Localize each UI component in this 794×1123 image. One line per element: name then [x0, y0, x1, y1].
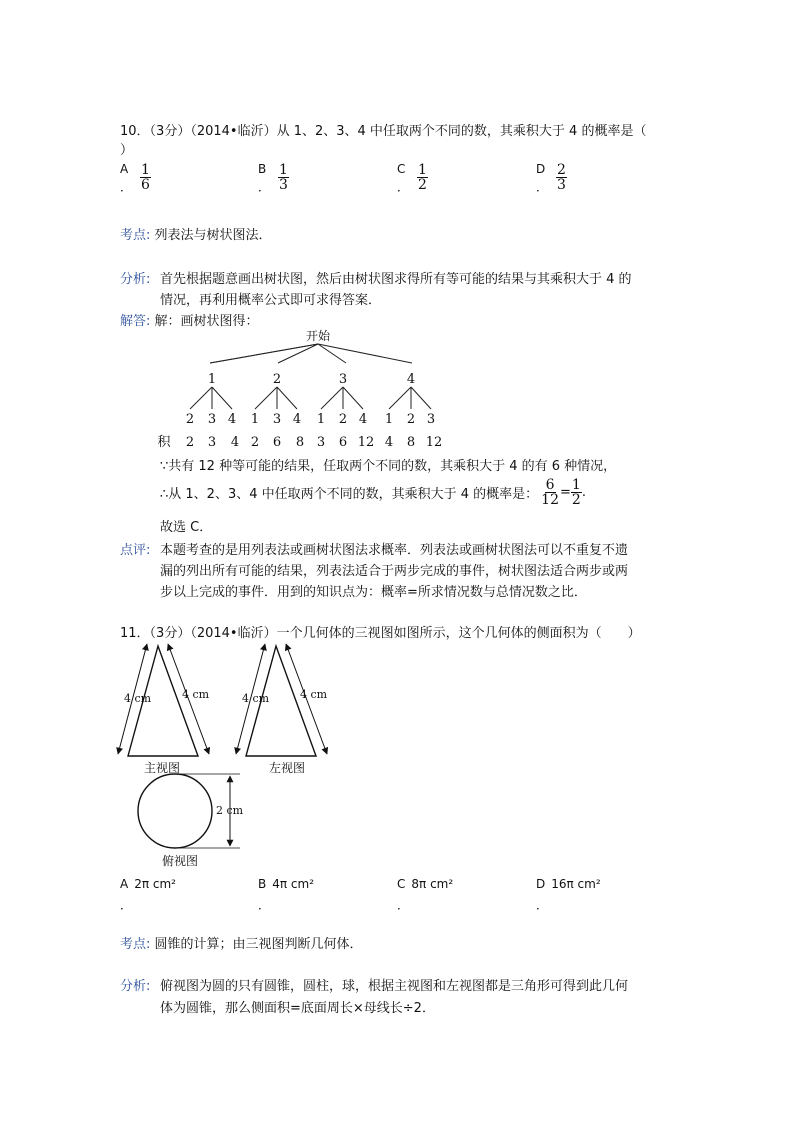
tree-branch-child	[277, 387, 297, 409]
left-slant-right-label: 4 cm	[300, 688, 328, 701]
fraction-numerator: 1	[279, 162, 288, 178]
option-dot: ．	[536, 180, 549, 194]
top-view-label: 俯视图	[161, 854, 199, 868]
option-dot: ．	[258, 180, 271, 194]
q11-option-d	[536, 874, 601, 916]
tree-child-node: 2	[338, 412, 348, 427]
fraction-denominator: 2	[418, 177, 427, 193]
fraction-denominator: 12	[541, 492, 559, 508]
fraction-numerator: 2	[557, 162, 566, 178]
option-fraction	[556, 163, 567, 192]
therefore-prefix: ∴从 1、2、3、4 中任取两个不同的数，其乘积大于 4 的概率是：	[160, 487, 539, 502]
q10-fenxi-line1: 首先根据题意画出树状图，然后由树状图求得所有等可能的结果与其乘积大于 4 的	[160, 272, 632, 287]
tree-child-node: 3	[207, 412, 217, 427]
tree-branch-child	[343, 387, 363, 409]
q10-dianping-line3: 步以上完成的事件．用到的知识点为：概率=所求情况数与总情况数之比．	[160, 585, 587, 600]
option-dot: ．	[258, 898, 271, 912]
q11-fenxi-label: 分析:	[120, 979, 151, 994]
tree-branch-root	[278, 344, 318, 363]
fraction-numerator: 1	[418, 162, 427, 178]
tree-branch-child	[255, 387, 277, 409]
q10-stem-line1: 10．（3分）（2014•临沂）从 1、2、3、4 中任取两个不同的数，其乘积大于 4 的概率是（	[120, 124, 647, 139]
option-letter: B	[258, 877, 267, 891]
q10-kaodian	[120, 224, 272, 243]
tree-level1-node: 3	[338, 372, 348, 387]
option-fraction	[278, 163, 289, 192]
option-letter: A	[120, 162, 129, 176]
left-slant-left-label: 4 cm	[242, 692, 270, 705]
fraction-denominator: 3	[279, 177, 288, 193]
tree-child-node: 4	[292, 412, 302, 427]
tree-product-value: 4	[230, 435, 240, 450]
kaodian-label: 考点:	[120, 937, 151, 952]
kaodian-label: 考点:	[120, 228, 151, 243]
q10-therefore-line	[160, 478, 586, 507]
tree-branch-root-left	[210, 344, 318, 363]
fraction-denominator: 3	[557, 177, 566, 193]
fraction-numerator: 6	[545, 477, 555, 493]
tree-product-value: 4	[384, 435, 394, 450]
q11-fenxi-line2: 体为圆锥，那么侧面积=底面周长×母线长÷2．	[160, 1001, 435, 1016]
equals-sign: =	[559, 485, 571, 500]
q10-dianping-line1: 本题考查的是用列表法或画树状图法求概率．列表法或画树状图法可以不重复不遗	[160, 543, 629, 558]
option-text: 16π cm²	[551, 877, 601, 891]
tree-child-node: 1	[250, 412, 260, 427]
q10-option-a	[120, 160, 151, 196]
option-dot: ．	[397, 898, 410, 912]
q10-fenxi-line2: 情况，再利用概率公式即可求得答案．	[160, 293, 382, 308]
tree-child-node: 3	[426, 412, 436, 427]
option-text: 8π cm²	[411, 877, 454, 891]
tree-product-value: 6	[338, 435, 348, 450]
fraction-denominator: 2	[571, 492, 581, 508]
option-dot: ．	[120, 180, 133, 194]
tree-branch-child	[190, 387, 212, 409]
tree-child-node: 3	[272, 412, 282, 427]
fraction-denominator: 6	[141, 177, 150, 193]
tree-nodes	[157, 372, 442, 450]
therefore-fraction-1	[540, 478, 560, 507]
tree-branch-child	[212, 387, 232, 409]
tree-child-node: 1	[316, 412, 326, 427]
tree-branch-child	[389, 387, 411, 409]
jieda-text: 解：画树状图得：	[154, 314, 259, 329]
three-view-figure	[112, 636, 362, 872]
q10-because-line: ∵共有 12 种等可能的结果，任取两个不同的数，其乘积大于 4 的有 6 种情况，	[160, 459, 617, 474]
q10-dianping-label: 点评:	[120, 543, 151, 558]
option-letter: D	[536, 162, 546, 176]
option-dot: ．	[120, 898, 133, 912]
q11-stem: 11．（3分）（2014•临沂）一个几何体的三视图如图所示，这个几何体的侧面积为（ ）	[120, 626, 641, 641]
option-letter: C	[397, 877, 406, 891]
option-dot: ．	[397, 180, 410, 194]
tree-branches	[190, 344, 431, 409]
tree-product-value: 12	[357, 435, 375, 450]
q11-option-b	[258, 874, 314, 916]
tree-child-node: 2	[185, 412, 195, 427]
tree-level1-node: 1	[207, 372, 217, 387]
option-fraction	[140, 163, 151, 192]
tree-product-value: 2	[250, 435, 260, 450]
option-letter: A	[120, 877, 129, 891]
tree-product-value: 3	[207, 435, 217, 450]
q10-answer: 故选 C．	[160, 520, 213, 535]
option-letter: C	[397, 162, 406, 176]
q10-stem-line2: ）	[120, 143, 134, 158]
tree-level1-node: 4	[406, 372, 416, 387]
tree-child-node: 4	[358, 412, 368, 427]
tree-product-value: 6	[272, 435, 282, 450]
tree-child-node: 4	[227, 412, 237, 427]
diameter-label: 2 cm	[216, 804, 244, 817]
q11-option-a	[120, 874, 176, 916]
tree-branch-child	[321, 387, 343, 409]
tree-product-value: 3	[316, 435, 326, 450]
option-fraction	[417, 163, 428, 192]
q10-fenxi-label: 分析:	[120, 272, 151, 287]
jieda-label: 解答:	[120, 314, 151, 329]
q10-option-b	[258, 160, 289, 196]
option-letter: B	[258, 162, 267, 176]
q11-kaodian	[120, 933, 363, 952]
tree-product-value: 8	[295, 435, 305, 450]
front-view-label: 主视图	[143, 761, 181, 775]
front-slant-right-label: 4 cm	[182, 688, 210, 701]
left-view-label: 左视图	[268, 761, 306, 775]
tree-product-value: 2	[185, 435, 195, 450]
fraction-numerator: 1	[571, 477, 581, 493]
option-letter: D	[536, 877, 546, 891]
tree-child-node: 2	[406, 412, 416, 427]
option-text: 2π cm²	[134, 877, 176, 891]
probability-tree-diagram	[150, 326, 470, 454]
kaodian-text: 列表法与树状图法．	[154, 228, 272, 243]
q10-option-d	[536, 160, 567, 196]
therefore-end: .	[581, 485, 586, 500]
front-slant-left-label: 4 cm	[124, 692, 152, 705]
q11-fenxi-line1: 俯视图为圆的只有圆锥，圆柱，球，根据主视图和左视图都是三角形可得到此几何	[160, 979, 629, 994]
top-view-circle	[138, 774, 212, 848]
tree-level1-node: 2	[272, 372, 282, 387]
tree-root-label: 开始	[305, 329, 331, 343]
tree-product-value: 12	[425, 435, 443, 450]
q11-option-c	[397, 874, 453, 916]
fraction-numerator: 1	[141, 162, 150, 178]
tree-child-node: 1	[384, 412, 394, 427]
q10-option-c	[397, 160, 428, 196]
tree-branch-child	[411, 387, 431, 409]
q10-dianping-line2: 漏的列出所有可能的结果，列表法适合于两步完成的事件，树状图法适合两步或两	[160, 564, 629, 579]
option-text: 4π cm²	[272, 877, 315, 891]
therefore-fraction-2	[571, 478, 582, 507]
tree-product-label: 积	[157, 435, 171, 450]
kaodian-text: 圆锥的计算；由三视图判断几何体．	[154, 937, 363, 952]
tree-product-value: 8	[406, 435, 416, 450]
option-dot: ．	[536, 898, 549, 912]
